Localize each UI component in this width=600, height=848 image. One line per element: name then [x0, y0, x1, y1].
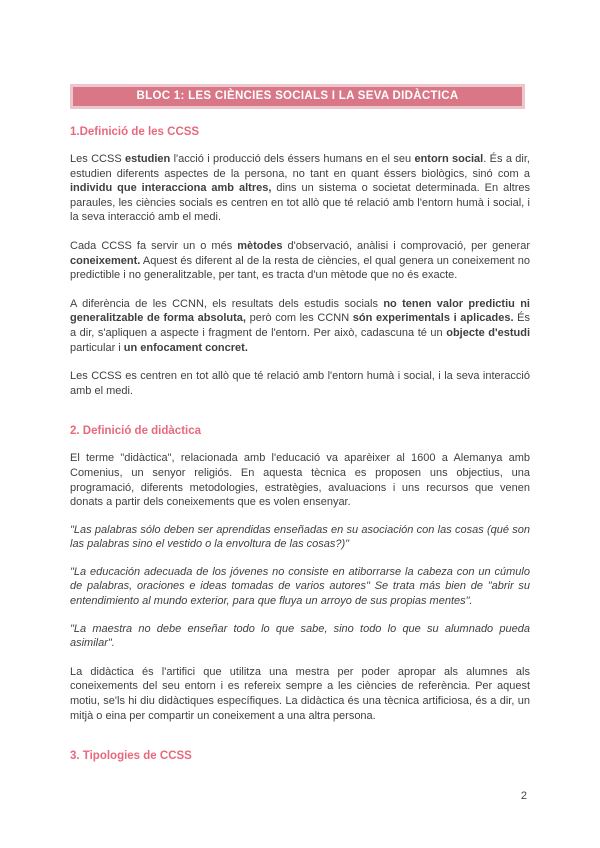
text-run-bold: entorn social — [414, 153, 484, 165]
text-run: La didàctica és l'artifici que utilitza una mestra per poder apropar als alumnes als coneixements del seu entorn i es refereix sempre a les ciències de referència. Per aquest motiu, se'ls hi diu didàctiques específiques. La didàctica és una tècnica artificiosa, és a dir, un mitjà o eina per compartir un coneixement a una altra persona. — [70, 665, 530, 722]
quote-comenius-2: "La educación adecuada de los jóvenes no consiste en atiborrarse la cabeza con un cúmulo de palabras, oraciones e ideas tomadas de varios autores" Se trata más bien de "abrir su entendimiento al mundo exterior, para que fluya un arroyo de sus propias mentes". — [70, 565, 530, 608]
text-run-bold: són experimentals i aplicades. — [352, 312, 514, 325]
text-run: d'observació, anàlisi i comprovació, per generar — [282, 239, 530, 252]
text-run: Cada CCSS fa servir un o més — [70, 239, 238, 252]
text-run-bold: estudien — [125, 153, 171, 165]
paragraph-didactica-definition — [70, 665, 530, 723]
page-number: 2 — [520, 790, 527, 802]
paragraph-ccss-summary — [70, 369, 530, 398]
text-run-bold: mètodes — [237, 239, 283, 252]
text-run: Les CCSS es centren en tot allò que té relació amb l'entorn humà i social, i la seva interacció amb el medi. — [70, 370, 530, 397]
text-run: l'acció i producció dels éssers humans en el seu — [170, 153, 415, 165]
text-run: A diferència de les CCNN, els resultats dels estudis socials — [70, 297, 384, 310]
text-run: particular i — [70, 341, 124, 354]
text-run: El terme "didàctica", relacionada amb l'educació va aparèixer al 1600 a Alemanya amb Comenius, un senyor religiós. En aquesta tècnica es proposen uns objectius, una programació, diferents metodologies, estratègies, avaluacions i uns recursos que venen donats a partir dels coneixements que es volen ensenyar. — [70, 452, 530, 509]
paragraph-didactica-origin — [70, 451, 530, 509]
text-run: però com les CCNN — [245, 312, 353, 325]
bloc-title-banner: BLOC 1: LES CIÈNCIES SOCIALS I LA SEVA DIDÀCTICA — [70, 84, 525, 109]
quote-comenius-1: "Las palabras sólo deben ser aprendidas enseñadas en su asociación con las cosas (qué son las palabras sino el vestido o la envoltura de las cosas?)" — [70, 523, 530, 551]
text-run-bold: no tenen valor predictiu ni generalitzable de forma absoluta, — [70, 297, 530, 325]
text-run-bold: objecte d'estudi — [446, 326, 531, 339]
text-run-bold: individu que interacciona amb altres, — [70, 182, 272, 195]
text-run: . És a dir, estudien diferents aspectes de la persona, no tant en quant éssers biològics, sinó com a — [70, 153, 530, 180]
text-run: Aquest és diferent al de la resta de ciències, el qual genera un coneixement no predictible i no generalitzable, per tant, es tracta d'un mètode que no és exacte. — [70, 254, 530, 282]
section-heading-3: 3. Tipologies de CCSS — [70, 750, 192, 763]
section-heading-1: 1.Definició de les CCSS — [70, 126, 200, 138]
text-run: És a dir, s'apliquen a aspecte i fragment de l'entorn. Per això, cadascuna té un — [70, 312, 530, 339]
text-run: Les CCSS — [70, 153, 126, 165]
section-heading-2: 2. Definició de didàctica — [70, 425, 202, 438]
quote-comenius-3: "La maestra no debe enseñar todo lo que sabe, sino todo lo que su alumnado pueda asimilar". — [70, 622, 530, 650]
paragraph-ccss-definition — [70, 152, 530, 225]
paragraph-ccnn-comparison — [70, 297, 530, 355]
paragraph-ccss-methods — [70, 239, 530, 283]
text-run: dins un sistema o societat determinada. En altres paraules, les ciències socials es centren en tot allò que té relació amb l'entorn humà i social, i la seva interacció amb el medi. — [70, 182, 530, 224]
text-run-bold: coneixement. — [70, 254, 141, 267]
text-run-bold: un enfocament concret. — [123, 341, 248, 354]
